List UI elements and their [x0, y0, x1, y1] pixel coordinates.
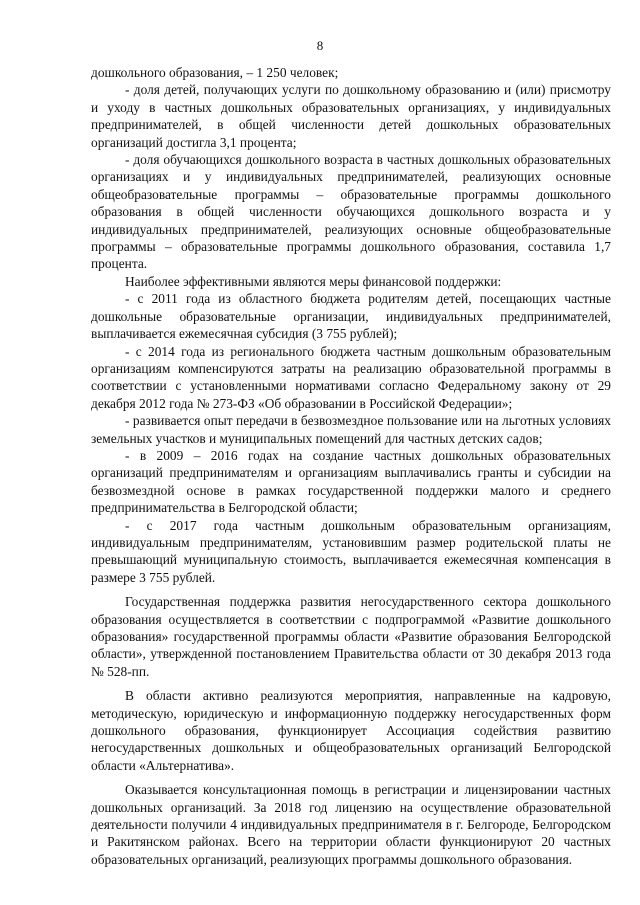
document-body — [91, 64, 611, 868]
list-item-private-preschool-share: - доля детей, получающих услуги по дошкольному образованию и (или) присмотру и уходу в частных дошкольных образовательных организациях, у индивидуальных предпринимателей, в общей численности детей дошкольных образовательных организаций достигла 3,1 процента; — [91, 82, 611, 150]
list-item-land-premises: - развивается опыт передачи в безвозмездное пользование или на льготных условиях земельных участков и муниципальных помещений для частных детских садов; — [91, 413, 611, 446]
list-item-subsidy-2011: - с 2011 года из областного бюджета родителям детей, посещающих частные дошкольные образовательные организации, индивидуальных предпринимателей, выплачивается ежемесячная субсидия (3 755 рублей); — [91, 291, 611, 342]
list-item-grants-2009-2016: - в 2009 – 2016 годах на создание частных дошкольных образовательных организаций предпринимателям и организациям выплачивались гранты и субсидии на безвозмездной основе в рамках государственной поддержки малого и среднего предпринимательства в Белгородской области; — [91, 447, 611, 516]
page-number: 8 — [316, 38, 324, 53]
list-item-compensation-2014: - с 2014 года из регионального бюджета частным дошкольным образовательным организациям компенсируются затраты на реализацию образовательной программы в соответствии с установленными нормативами согласно Федеральному закону от 29 декабря 2012 года № 273-ФЗ «Об образовании в Российской Федерации»; — [91, 343, 611, 411]
paragraph-consultation: Оказывается консультационная помощь в регистрации и лицензировании частных дошкольных организаций. За 2018 год лицензию на осуществление образовательной деятельности получили 4 индивидуальных предпринимателя в г. Белгороде, Белгородском и Ракитянском районах. Всего на территории области функционируют 20 частных образовательных организаций, реализующих программы дошкольного образования. — [91, 782, 611, 867]
list-item-compensation-2017: - с 2017 года частным дошкольным образовательным организациям, индивидуальным предпринимателям, установившим размер родительской платы не превышающий муниципальную стоимость, выплачивается ежемесячная компенсация в размере 3 755 рублей. — [91, 517, 611, 585]
paragraph-association: В области активно реализуются мероприятия, направленные на кадровую, методическую, юридическую и информационную поддержку негосударственных форм дошкольного образования, функционирует Ассоциация содействия развитию негосударственных дошкольных и общеобразовательных организаций Белгородской области «Альтернатива». — [91, 688, 611, 773]
paragraph-state-support: Государственная поддержка развития негосударственного сектора дошкольного образования осуществляется в соответствии с подпрограммой «Развитие дошкольного образования» государственной программы области «Развитие образования Белгородской области», утвержденной постановлением Правительства области от 30 декабря 2013 года № 528-пп. — [91, 594, 611, 679]
paragraph-financial-support-intro: Наиболее эффективными являются меры финансовой поддержки: — [125, 273, 502, 289]
paragraph-continuation: дошкольного образования, – 1 250 человек; — [91, 65, 339, 80]
list-item-student-share: - доля обучающихся дошкольного возраста в частных дошкольных образовательных организациях и у индивидуальных предпринимателей, реализующих основные общеобразовательные программы – образовательные программы дошкольного образования в общей численности обучающихся дошкольного возраста и у индивидуальных предпринимателей, реализующих основные общеобразовательные программы – образовательные программы дошкольного образования, составила 1,7 процента. — [91, 152, 611, 272]
